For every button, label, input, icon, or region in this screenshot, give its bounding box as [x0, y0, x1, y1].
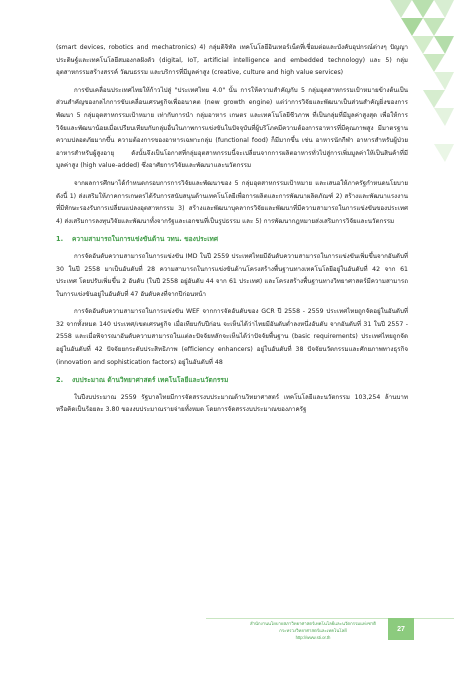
footer-divider: [206, 618, 454, 619]
section-title: งบประมาณ ด้านวิทยาศาสตร์ เทคโนโลยีและนวัตกรรม: [72, 376, 229, 385]
section-number: 1.: [56, 235, 64, 244]
section-heading-budget: [56, 374, 408, 387]
paragraph-wef-ranking: การจัดอันดับความสามารถในการแข่งขัน WEF จากการจัดอันดับของ GCR ปี 2558 - 2559 ประเทศไทยถูกจัดอยู่ในอันดับที่ 32 จากทั้งหมด 140 ประเทศ/เขตเศรษฐกิจ เมื่อเทียบกับปีก่อน จะเห็นได้ว่าไทยมีอันดับต่ำลงหนึ่งอันดับ จากอันดับที่ 31 ในปี 2557 - 2558 และเมื่อพิจารณาอันดับความสามารถในแต่ละปัจจัยหลักจะเห็นได้ว่าปัจจัยพื้นฐาน (basic requirements) ประเทศไทยถูกจัดอยู่ในอันดับที่ 42 ปัจจัยยกระดับประสิทธิภาพ (efficiency enhancers) อยู่ในอันดับที่ 38 ปัจจัยนวัตกรรมและศักยภาพทางธุรกิจ (innovation and sophistication factors) อยู่ในอันดับที่ 48: [56, 308, 408, 366]
footer-ministry: กระทรวงวิทยาศาสตร์และเทคโนโลยี: [279, 627, 347, 633]
paragraph-industry-groups: (smart devices, robotics and mechatronics) 4) กลุ่มดิจิทัล เทคโนโลยีอินเทอร์เน็ตที่เชื่อมต่อและบังคับอุปกรณ์ต่างๆ ปัญญาประดิษฐ์และเทคโนโลยีสมองกลฝังตัว (digital, IoT, artificial intelligence and embedded technology) และ 5) กลุ่มอุตสาหกรรมสร้างสรรค์ วัฒนธรรม และบริการที่มีมูลค่าสูง (creative, culture and high value services): [56, 44, 408, 77]
section-number: 2.: [56, 376, 64, 385]
paragraph-policy-proposals: จากผลการศึกษาได้กำหนดกรอบการการวิจัยและพัฒนาของ 5 กลุ่มอุตสาหกรรมเป้าหมาย และเสนอให้ภาครัฐกำหนดนโยบายดังนี้ 1) ส่งเสริมให้ภาคการเกษตรได้รับการสนับสนุนด้านเทคโนโลยีเพื่อการผลิตและการพัฒนาผลิตภัณฑ์ 2) สร้างและพัฒนาแรงงานที่มีทักษะรองรับการเปลี่ยนแปลงอุตสาหกรรม 3) สร้างและพัฒนาบุคลากรวิจัยและพัฒนาที่มีความสามารถในการแข่งขันของประเทศ 4) ส่งเสริมการลงทุนวิจัยและพัฒนาทั้งจากรัฐและเอกชนที่เป็นรูปธรรม และ 5) การพัฒนากฎหมายส่งเสริมการวิจัยและนวัตกรรม: [56, 179, 408, 225]
footer-organization: [248, 621, 378, 641]
page-number-badge: 27: [388, 618, 414, 640]
footer-url[interactable]: http://www.sti.or.th: [295, 634, 331, 640]
paragraph-budget-2559: ในปีงบประมาณ 2559 รัฐบาลไทยมีการจัดสรรงบประมาณด้านวิทยาศาสตร์ เทคโนโลยีและนวัตกรรม 103,254 ล้านบาท หรือคิดเป็นร้อยละ 3.80 ของงบประมาณรายจ่ายทั้งหมด โดยการจัดสรรงบประมาณของภาครัฐ: [56, 393, 408, 414]
paragraph-thailand-4-0: การขับเคลื่อนประเทศไทยให้ก้าวไปสู่ "ประเทศไทย 4.0" นั้น การให้ความสำคัญกับ 5 กลุ่มอุตสาหกรรมเป้าหมายข้างต้นเป็นส่วนสำคัญของกลไกการขับเคลื่อนเศรษฐกิจเพื่ออนาคต (new growth engine) แต่ว่าการวิจัยและพัฒนาเป็นส่วนสำคัญยิ่งของการพัฒนา 5 กลุ่มอุตสาหกรรมเป้าหมาย เท่ากับการนำ กลุ่มอาหาร เกษตร และเทคโนโลยีชีวภาพ ที่เป็นกลุ่มที่มีมูลค่าสูงสุด เพื่อให้การวิจัยและพัฒนาน้อยเมื่อเปรียบเทียบกับกลุ่มอื่นในภาพการแข่งขันในปัจจุบันที่ผู้บริโภคมีความต้องการอาหารที่มีคุณภาพสูง มีมาตรฐานความปลอดภัยมากขึ้น ความต้องการของอาหารเฉพาะกลุ่ม (functional food) ก็มีมากขึ้น เช่น อาหารนักกีฬา อาหารสำหรับผู้ป่วย อาหารสำหรับผู้สูงอายุ ดังนั้นจึงเป็นโอกาสที่กลุ่มอุตสาหกรรมนี้จะเปลี่ยนจากการผลิตอาหารทั่วไปสู่การเพิ่มมูลค่าให้เป็นสินค้าที่มีมูลค่าสูง (high value-added) ซึ่งอาศัยการวิจัยและพัฒนาและนวัตกรรม: [56, 86, 408, 170]
section-heading-competitiveness: [56, 233, 408, 246]
section-title: ความสามารถในการแข่งขันด้าน วทน. ของประเทศ: [72, 235, 219, 244]
document-body: [56, 42, 408, 422]
page-footer: [0, 610, 454, 680]
footer-org-name: สำนักงานนโยบายสภาวิทยาศาสตร์เทคโนโลยีและนวัตกรรมแห่งชาติ: [250, 621, 376, 626]
paragraph-imd-ranking: การจัดอันดับความสามารถในการแข่งขัน IMD ในปี 2559 ประเทศไทยมีอันดับความสามารถในการแข่งขันเพิ่มขึ้นจากอันดับที่ 30 ในปี 2558 มาเป็นอันดับที่ 28 ความสามารถในการแข่งขันด้านโครงสร้างพื้นฐานทางเทคโนโลยีอยู่ในอันดับที่ 42 จาก 61 ประเทศ โดยปรับเพิ่มขึ้น 2 อันดับ (ในปี 2558 อยู่อันดับ 44 จาก 61 ประเทศ) และโครงสร้างพื้นฐานทางวิทยาศาสตร์มีความสามารถในการแข่งขันอยู่ในอันดับที่ 47 อันดับคงที่จากปีก่อนหน้า: [56, 252, 408, 298]
